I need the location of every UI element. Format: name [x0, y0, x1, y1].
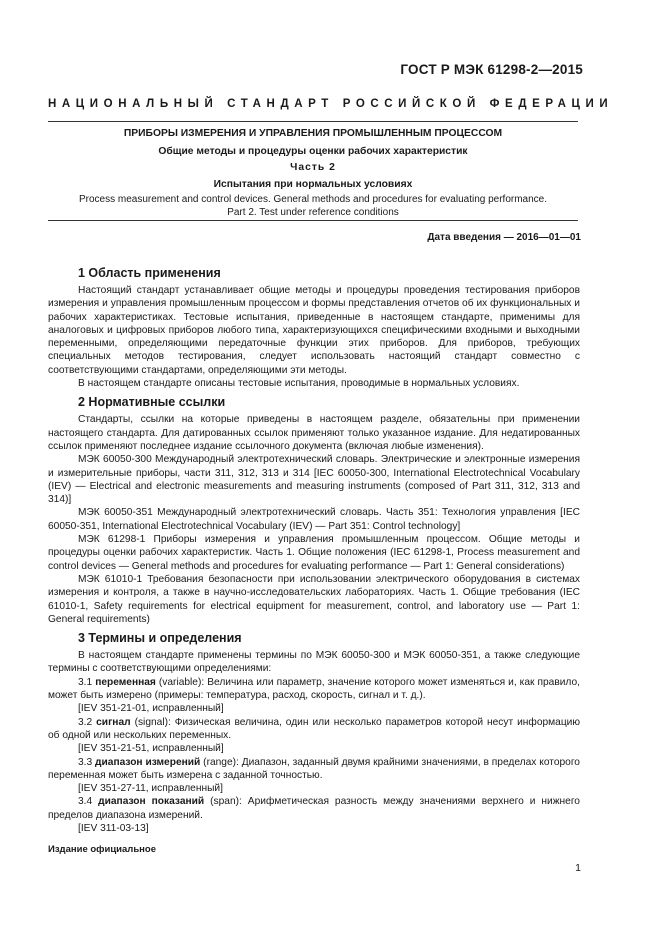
document-body — [48, 265, 580, 835]
section-2-paragraph: Стандарты, ссылки на которые приведены в настоящем разделе, обязательны при применении настоящего стандарта. Для датированных ссылок применяют только указанное издание. Для недатированных ссылок применяют последнее издание ссылочного документа (включая любые изменения). — [48, 414, 580, 452]
normative-reference: МЭК 61010-1 Требования безопасности при использовании электрического оборудования в системах измерения и контроля, а также в научно-исследовательских лабораториях. Часть 1. Общие требования (IEC 61010-1, Safety requirements for electrical equipment for measurement, control, and laboratory use — Part 1: General requirements) — [48, 573, 580, 625]
term-text: (range): Диапазон, заданный двумя крайними значениями, в пределах которого переменная может быть измерена с заданной точностью. — [48, 756, 580, 781]
term-number: 3.1 — [78, 676, 93, 688]
national-standard-title: НАЦИОНАЛЬНЫЙ СТАНДАРТ РОССИЙСКОЙ ФЕДЕРАЦИИ — [48, 98, 614, 110]
term-text: (signal): Физическая величина, один или несколько параметров которой несут информацию об одной или нескольких переменных. — [48, 716, 580, 741]
title-bottom-rule — [48, 220, 578, 221]
title-english-line1: Process measurement and control devices. General methods and procedures for evaluating performance. — [78, 194, 548, 205]
section-3-intro: В настоящем стандарте применены термины по МЭК 60050-300 и МЭК 60050-351, а также следующие термины с соответствующими определениями: — [48, 650, 580, 675]
introduction-date: Дата введения — 2016—01—01 — [427, 232, 581, 243]
standard-number: ГОСТ Р МЭК 61298-2—2015 — [400, 62, 583, 77]
term-reference: [IEV 351-27-11, исправленный] — [78, 783, 223, 795]
term-name: переменная — [95, 676, 156, 688]
normative-reference: МЭК 60050-300 Международный электротехнический словарь. Электрические и электронные измерения и измерительные приборы, части 311, 312, 313 и 314 [IEC 60050-300, International Electrotechnical Vocabulary (IEV) — Electrical and electronic measurements and measuring instruments (composed of Part 311, 312, 313 and 314)] — [48, 454, 580, 506]
term-name: сигнал — [96, 716, 131, 728]
title-subtitle: Общие методы и процедуры оценки рабочих характеристик — [158, 146, 468, 157]
term-number: 3.2 — [78, 716, 93, 728]
term-definition — [48, 676, 580, 703]
term-text: (span): Арифметическая разность между значениями верхнего и нижнего пределов диапазона измерений. — [48, 796, 580, 821]
page-number: 1 — [575, 862, 581, 874]
title-english-line2: Part 2. Test under reference conditions — [227, 207, 399, 218]
term-name: диапазон измерений — [95, 756, 201, 768]
term-reference: [IEV 311-03-13] — [78, 822, 149, 834]
title-top-rule — [48, 121, 578, 122]
term-reference: [IEV 351-21-01, исправленный] — [78, 703, 224, 715]
title-main: ПРИБОРЫ ИЗМЕРЕНИЯ И УПРАВЛЕНИЯ ПРОМЫШЛЕННЫМ ПРОЦЕССОМ — [123, 128, 503, 139]
title-part: Часть 2 — [290, 162, 336, 173]
section-1-paragraph: В настоящем стандарте описаны тестовые испытания, проводимые в нормальных условиях. — [78, 378, 520, 390]
term-number: 3.4 — [78, 796, 93, 808]
term-name: диапазон показаний — [98, 796, 205, 808]
normative-reference: МЭК 61298-1 Приборы измерения и управления промышленным процессом. Общие методы и процедуры оценки рабочих характеристик. Часть 1. Общие положения (IEC 61298-1, Process measurement and control devices — General methods and procedures for evaluating performance — Part 1: General considerations) — [48, 534, 580, 572]
term-definition — [48, 716, 580, 743]
term-text: (variable): Величина или параметр, значение которого может изменяться и, как правило, может быть измерено (примеры: температура, расход, скорость, сигнал и т. д.). — [48, 676, 580, 702]
normative-reference: МЭК 60050-351 Международный электротехнический словарь. Часть 351: Технология управления [IEC 60050-351, International Electrotechnical Vocabulary (IEV) — Part 351: Control technology] — [48, 507, 580, 532]
section-3-heading: 3 Термины и определения — [78, 631, 242, 646]
section-1-heading: 1 Область применения — [78, 266, 221, 280]
term-definition — [48, 795, 580, 822]
term-number: 3.3 — [78, 756, 93, 768]
term-reference: [IEV 351-21-51, исправленный] — [78, 743, 224, 755]
section-1-paragraph: Настоящий стандарт устанавливает общие методы и процедуры проведения тестирования приборов измерения и управления промышленным процессом и формы представления отчетов об их функциональных и рабочих характеристиках. Тестовые испытания, приведенные в настоящем стандарте, применимы для аналоговых и цифровых приборов любого типа, характеризующихся специфическими входными и выходными переменными, определяющими передаточные функции этих приборов. Для приборов, требующих специальных методов тестирования, следует использовать настоящий стандарт совместно с соответствующими стандартами, определяющими эти методы. — [48, 285, 580, 376]
section-2-heading: 2 Нормативные ссылки — [78, 395, 226, 410]
term-definition — [48, 756, 580, 783]
title-part-name: Испытания при нормальных условиях — [213, 179, 413, 190]
edition-note: Издание официальное — [48, 844, 156, 855]
